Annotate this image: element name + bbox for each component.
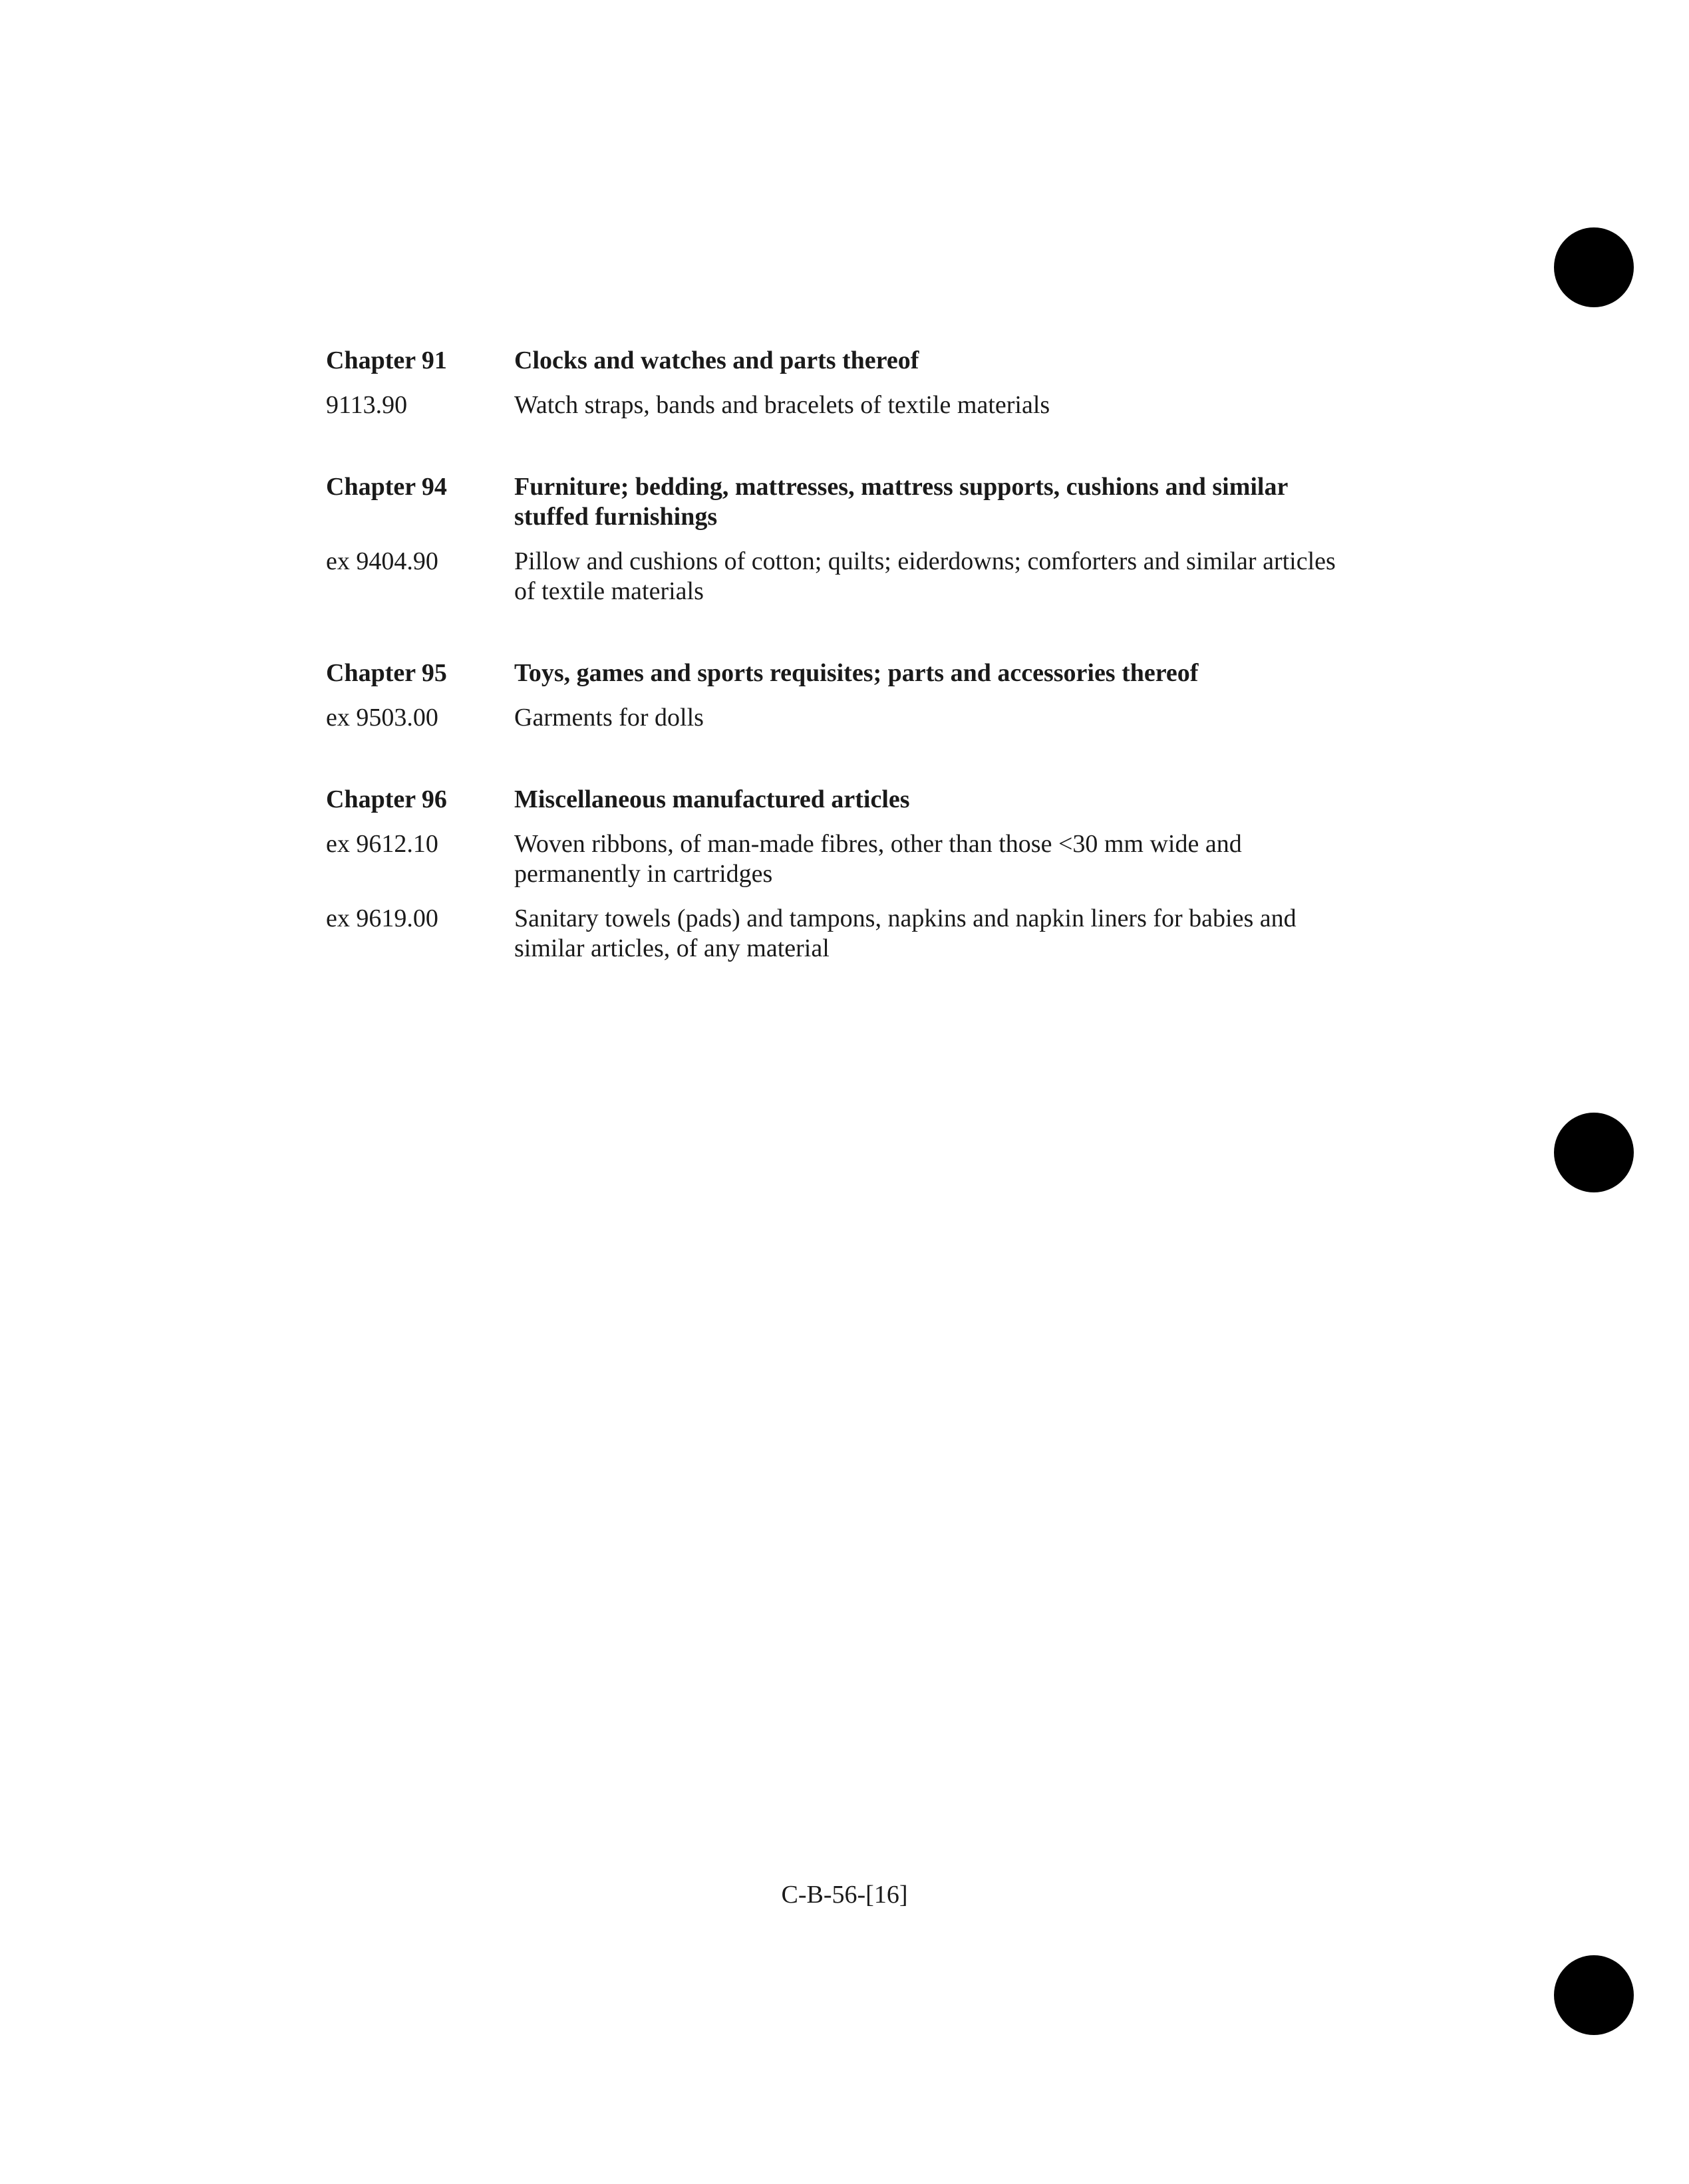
- tariff-description: Pillow and cushions of cotton; quilts; eiderdowns; comforters and similar articles of textile materials: [514, 547, 1336, 605]
- tariff-description: Garments for dolls: [514, 704, 704, 732]
- page-reference: C-B-56-[16]: [781, 1881, 908, 1909]
- chapter-title: Miscellaneous manufactured articles: [514, 785, 910, 813]
- chapter-title: Furniture; bedding, mattresses, mattress supports, cushions and similar stuffed furnishings: [514, 473, 1288, 531]
- chapter-number: Chapter 96: [326, 785, 447, 813]
- tariff-entry-row: [326, 547, 1350, 607]
- tariff-description: Watch straps, bands and bracelets of textile materials: [514, 391, 1050, 419]
- tariff-code: 9113.90: [326, 391, 408, 419]
- chapter-96-section: [326, 785, 1350, 964]
- chapter-heading-row: [326, 658, 1350, 688]
- chapter-heading-row: [326, 785, 1350, 815]
- chapter-number: Chapter 94: [326, 473, 447, 501]
- tariff-list: [326, 346, 1350, 1016]
- tariff-entry-row: [326, 904, 1350, 964]
- chapter-number: Chapter 91: [326, 346, 447, 374]
- chapter-title: Toys, games and sports requisites; parts and accessories thereof: [514, 659, 1199, 687]
- punch-hole-top: [1554, 227, 1634, 307]
- tariff-code: ex 9612.10: [326, 830, 438, 858]
- tariff-description: Woven ribbons, of man-made fibres, other than those <30 mm wide and permanently in cartridges: [514, 830, 1242, 888]
- tariff-entry-row: [326, 703, 1350, 733]
- tariff-code: ex 9404.90: [326, 547, 438, 575]
- punch-hole-middle: [1554, 1113, 1634, 1192]
- chapter-heading-row: [326, 472, 1350, 532]
- chapter-95-section: [326, 658, 1350, 733]
- punch-hole-bottom: [1554, 1955, 1634, 2035]
- tariff-entry-row: [326, 829, 1350, 889]
- tariff-code: ex 9503.00: [326, 704, 438, 732]
- tariff-description: Sanitary towels (pads) and tampons, napkins and napkin liners for babies and similar articles, of any material: [514, 904, 1297, 962]
- chapter-number: Chapter 95: [326, 659, 447, 687]
- tariff-entry-row: [326, 390, 1350, 420]
- tariff-code: ex 9619.00: [326, 904, 438, 932]
- chapter-title: Clocks and watches and parts thereof: [514, 346, 919, 374]
- chapter-94-section: [326, 472, 1350, 607]
- chapter-heading-row: [326, 346, 1350, 376]
- chapter-91-section: [326, 346, 1350, 420]
